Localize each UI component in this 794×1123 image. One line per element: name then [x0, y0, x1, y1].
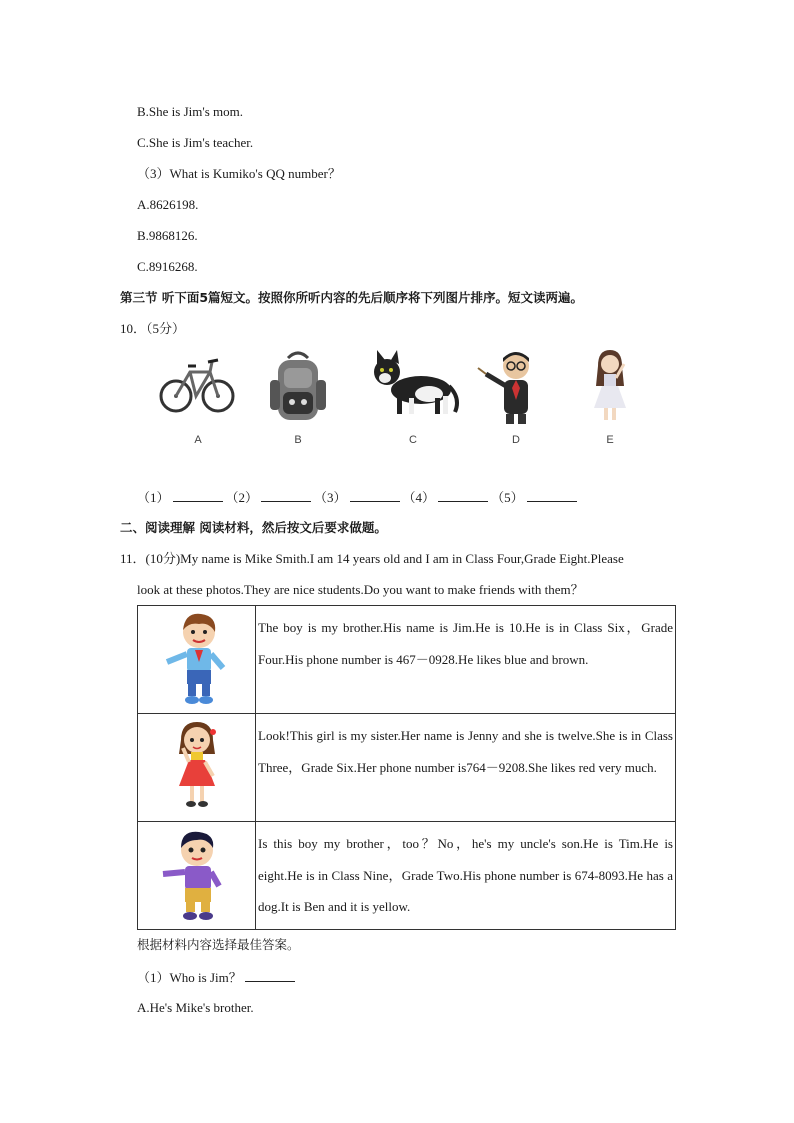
q11-sub1-option-a: A.He's Mike's brother. — [137, 1000, 254, 1015]
answer-blank-2[interactable] — [261, 488, 311, 502]
table-row — [138, 714, 676, 822]
q11-intro-line2: look at these photos.They are nice students.Do you want to make friends with them？ — [137, 582, 584, 597]
girl-icon — [570, 346, 650, 426]
option-c: C.She is Jim's teacher. — [137, 135, 254, 150]
backpack-icon — [258, 346, 338, 426]
blank-4-label: （4） — [402, 490, 436, 505]
table-row — [138, 606, 676, 714]
photo-cell — [138, 822, 256, 930]
q10-picture-row — [158, 346, 648, 446]
blank-1-label: （1） — [137, 490, 170, 505]
q11-intro-line1: 11．(10分)My name is Mike Smith.I am 14 years old and I am in Class Four,Grade Eight.Please — [120, 551, 624, 566]
picture-letter: B — [294, 434, 302, 446]
bicycle-icon — [158, 346, 238, 426]
boy-tim-icon — [157, 826, 237, 922]
blank-3-label: （3） — [314, 490, 347, 505]
q3-option-a: A.8626198. — [137, 197, 199, 212]
picture-letter: A — [194, 434, 202, 446]
cat-icon — [363, 346, 463, 426]
picture-d — [476, 346, 556, 446]
blank-2-label: （2） — [225, 490, 259, 505]
q11-sub1-question: （1）Who is Jim？ — [137, 970, 242, 985]
answer-blank-3[interactable] — [350, 488, 400, 502]
student-description: The boy is my brother.His name is Jim.He is 10.He is in Class Six，Grade Four.His phone number is 467－0928.He likes blue and brown. — [256, 606, 676, 714]
answer-blank-4[interactable] — [438, 488, 488, 502]
picture-a — [158, 346, 238, 446]
answer-blank-1[interactable] — [173, 488, 223, 502]
picture-e — [570, 346, 650, 446]
boy-jim-icon — [157, 610, 237, 706]
student-description: Look!This girl is my sister.Her name is Jenny and she is twelve.She is in Class Three，Grade Six.Her phone number is764－9208.She likes red very much. — [256, 714, 676, 822]
option-b: B.She is Jim's mom. — [137, 104, 243, 119]
section3-heading: 第三节 听下面5篇短文。按照你所听内容的先后顺序将下列图片排序。短文读两遍。 — [120, 290, 584, 305]
q3-option-c: C.8916268. — [137, 259, 198, 274]
q3-question: （3）What is Kumiko's QQ number？ — [137, 166, 341, 181]
blank-5-label: （5） — [491, 490, 524, 505]
table-row — [138, 822, 676, 930]
photo-cell — [138, 606, 256, 714]
q11-sub1 — [137, 968, 298, 987]
part2-heading: 二、阅读理解 阅读材料，然后按文后要求做题。 — [120, 520, 387, 535]
q11-instruction: 根据材料内容选择最佳答案。 — [137, 937, 300, 952]
picture-letter: C — [409, 434, 417, 446]
q11-sub1-answer-blank[interactable] — [245, 968, 295, 982]
q3-option-b: B.9868126. — [137, 228, 198, 243]
teacher-icon — [476, 346, 556, 426]
q10-label: 10．（5分） — [120, 321, 186, 336]
picture-letter: E — [606, 434, 614, 446]
girl-jenny-icon — [157, 718, 237, 814]
picture-c — [363, 346, 463, 446]
students-table — [137, 605, 676, 930]
q10-blank-row — [137, 488, 580, 507]
picture-b — [258, 346, 338, 446]
student-description: Is this boy my brother，too？No，he's my uncle's son.He is Tim.He is eight.He is in Class Nine，Grade Two.His phone number is 674-8093.He has a dog.It is Ben and it is yellow. — [256, 822, 676, 930]
photo-cell — [138, 714, 256, 822]
answer-blank-5[interactable] — [527, 488, 577, 502]
picture-letter: D — [512, 434, 520, 446]
